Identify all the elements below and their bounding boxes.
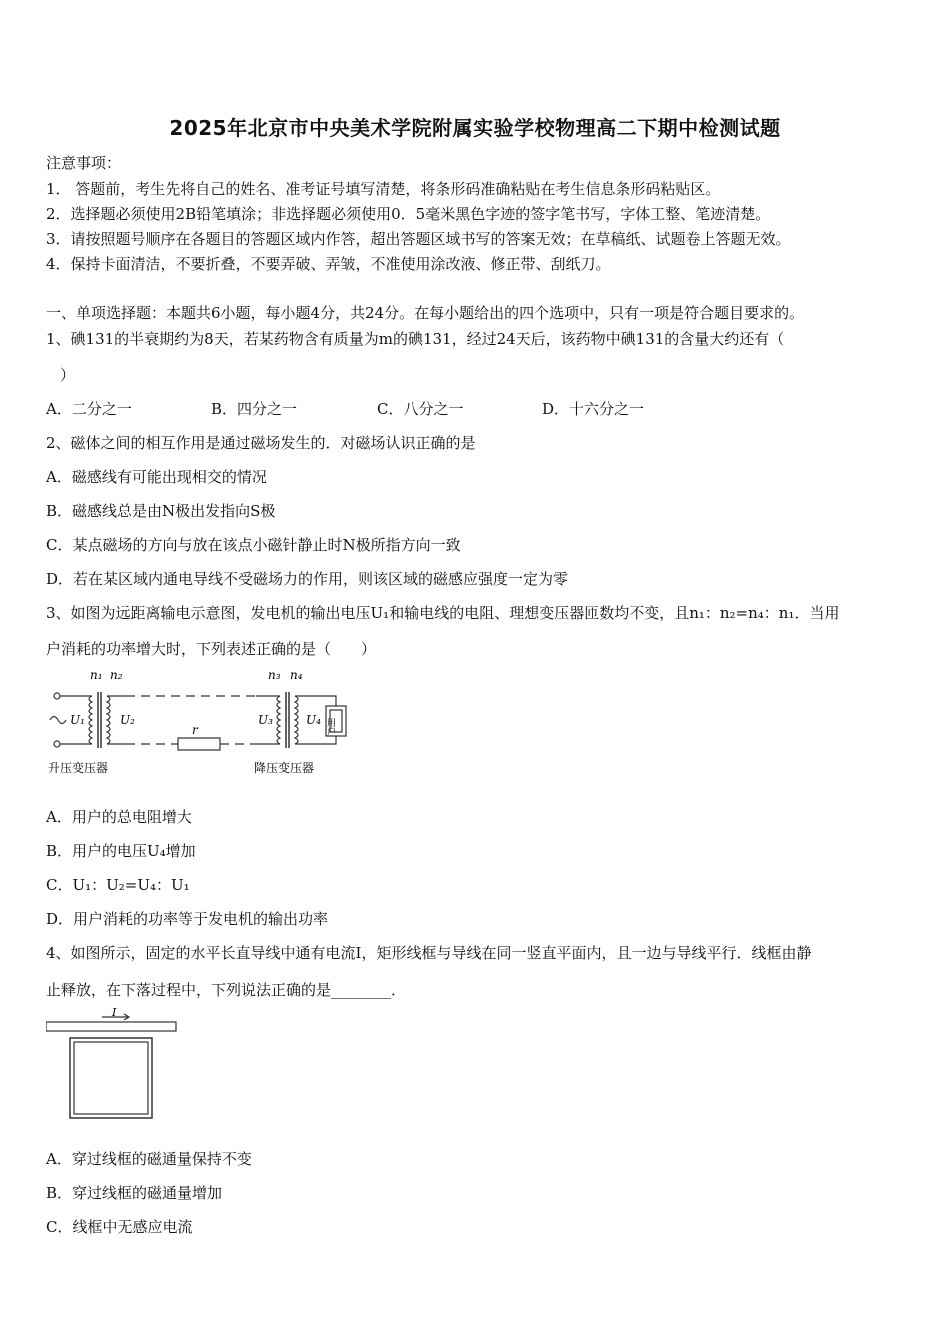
- label-u2: U₂: [120, 713, 135, 727]
- label-r: r: [192, 723, 198, 737]
- q1-option-c[interactable]: C．八分之一: [377, 400, 464, 418]
- label-current: I: [112, 1008, 117, 1019]
- q2-option-c[interactable]: C．某点磁场的方向与放在该点小磁针静止时N极所指方向一致: [46, 536, 461, 554]
- section-header: 一、单项选择题：本题共6小题，每小题4分，共24分。在每小题给出的四个选项中，只有一项是符合题目要求的。: [46, 304, 805, 322]
- q1-stem-line2: ）: [60, 366, 76, 384]
- rect-frame-inner: [74, 1042, 148, 1114]
- q2-option-b[interactable]: B．磁感线总是由N极出发指向S极: [46, 502, 276, 520]
- resistor-r: [178, 738, 220, 750]
- coil-n4: [295, 696, 298, 744]
- note-item-4: 4．保持卡面清洁，不要折叠，不要弄破、弄皱，不准使用涂改液、修正带、刮纸刀。: [46, 255, 611, 273]
- notes-header: 注意事项：: [46, 154, 122, 172]
- coil-n3: [277, 696, 280, 744]
- label-u1: U₁: [70, 713, 85, 727]
- q1-option-b[interactable]: B．四分之一: [211, 400, 298, 418]
- q3-option-d[interactable]: D．用户消耗的功率等于发电机的输出功率: [46, 910, 329, 928]
- coil-n1: [89, 696, 92, 744]
- q2-option-a[interactable]: A．磁感线有可能出现相交的情况: [46, 468, 267, 486]
- q2-stem: 2、磁体之间的相互作用是通过磁场发生的．对磁场认识正确的是: [46, 434, 476, 452]
- q4-stem-line2: 止释放，在下落过程中，下列说法正确的是________．: [46, 981, 407, 999]
- q4-option-b[interactable]: B．穿过线框的磁通量增加: [46, 1184, 223, 1202]
- label-n3: n₃: [268, 668, 281, 682]
- q4-option-a[interactable]: A．穿过线框的磁通量保持不变: [46, 1150, 252, 1168]
- wire-frame-diagram: [46, 1008, 181, 1120]
- coil-n2: [107, 696, 110, 744]
- label-user: 用户: [325, 718, 335, 736]
- core-step-down: [286, 692, 289, 748]
- q1-stem-line1: 1、碘131的半衰期约为8天，若某药物含有质量为m的碘131，经过24天后，该药物中碘131的含量大约还有（: [46, 330, 785, 348]
- page-title: 2025年北京市中央美术学院附属实验学校物理高二下期中检测试题: [169, 116, 781, 140]
- q3-option-b[interactable]: B．用户的电压U₄增加: [46, 842, 196, 860]
- label-step-down: 降压变压器: [254, 761, 315, 775]
- q1-option-a[interactable]: A．二分之一: [46, 400, 132, 418]
- note-item-2: 2．选择题必须使用2B铅笔填涂；非选择题必须使用0．5毫米黑色字迹的签字笔书写，字体工整、笔迹清楚。: [46, 205, 771, 223]
- q1-option-d[interactable]: D．十六分之一: [542, 400, 645, 418]
- q2-option-d[interactable]: D．若在某区域内通电导线不受磁场力的作用，则该区域的磁感应强度一定为零: [46, 570, 569, 588]
- q3-stem-line1: 3、如图为远距离输电示意图，发电机的输出电压U₁和输电线的电阻、理想变压器匝数均不变，且n₁：n₂=n₄：n₁．当用: [46, 604, 840, 622]
- label-step-up: 升压变压器: [48, 761, 109, 775]
- transmission-diagram: [46, 666, 366, 781]
- rect-frame-outer: [70, 1038, 152, 1118]
- label-n1: n₁: [90, 668, 103, 682]
- straight-wire: [46, 1022, 176, 1031]
- generator-circuit: [50, 692, 346, 750]
- label-u4: U₄: [306, 713, 321, 727]
- q4-stem-line1: 4、如图所示，固定的水平长直导线中通有电流I，矩形线框与导线在同一竖直平面内，且一边与导线平行．线框由静: [46, 944, 812, 962]
- q3-option-c[interactable]: C．U₁：U₂=U₄：U₁: [46, 876, 190, 894]
- label-n4: n₄: [290, 668, 303, 682]
- note-item-3: 3．请按照题号顺序在各题目的答题区域内作答，超出答题区域书写的答案无效；在草稿纸、试题卷上答题无效。: [46, 230, 791, 248]
- q4-option-c[interactable]: C．线框中无感应电流: [46, 1218, 193, 1236]
- q3-option-a[interactable]: A．用户的总电阻增大: [46, 808, 192, 826]
- label-u3: U₃: [258, 713, 273, 727]
- ac-source-icon: [50, 717, 66, 724]
- q3-stem-line2: 户消耗的功率增大时，下列表述正确的是（ ）: [46, 640, 377, 658]
- label-n2: n₂: [110, 668, 123, 682]
- core-step-up: [98, 692, 101, 748]
- note-item-1: 1． 答题前，考生先将自己的姓名、准考证号填写清楚，将条形码准确粘贴在考生信息条形码粘贴区。: [46, 180, 721, 198]
